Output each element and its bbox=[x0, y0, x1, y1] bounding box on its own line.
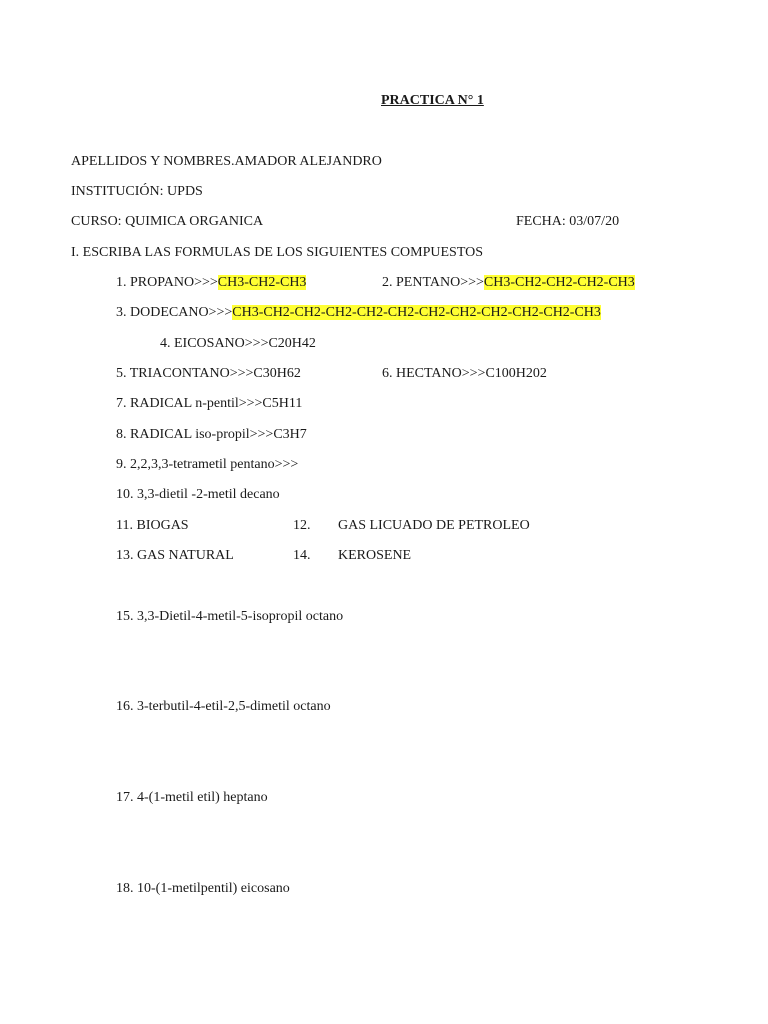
item-1 bbox=[116, 274, 306, 292]
item-14-text: KEROSENE bbox=[338, 548, 412, 563]
item-14-number: 14. bbox=[293, 548, 311, 563]
item-7: 7. RADICAL n-pentil>>>C5H11 bbox=[116, 396, 303, 411]
item-15: 15. 3,3-Dietil-4-metil-5-isopropil octano bbox=[116, 609, 344, 624]
course-line: CURSO: QUIMICA ORGANICA bbox=[71, 214, 264, 229]
item-5: 5. TRIACONTANO>>>C30H62 bbox=[116, 366, 301, 381]
section-heading: I. ESCRIBA LAS FORMULAS DE LOS SIGUIENTES COMPUESTOS bbox=[71, 245, 484, 260]
item-16: 16. 3-terbutil-4-etil-2,5-dimetil octano bbox=[116, 699, 331, 714]
date-line: FECHA: 03/07/20 bbox=[516, 214, 620, 229]
item-10: 10. 3,3-dietil -2-metil decano bbox=[116, 487, 280, 502]
item-17: 17. 4-(1-metil etil) heptano bbox=[116, 790, 268, 805]
institution-line: INSTITUCIÓN: UPDS bbox=[71, 184, 203, 199]
page-title: PRACTICA N° 1 bbox=[381, 93, 484, 108]
item-9: 9. 2,2,3,3-tetrametil pentano>>> bbox=[116, 457, 299, 472]
item-6: 6. HECTANO>>>C100H202 bbox=[382, 366, 547, 381]
item-2-answer: CH3-CH2-CH2-CH2-CH3 bbox=[483, 275, 635, 290]
item-3 bbox=[116, 304, 601, 322]
item-4: 4. EICOSANO>>>C20H42 bbox=[160, 336, 316, 351]
item-3-label: 3. DODECANO>>> bbox=[116, 305, 233, 320]
item-18: 18. 10-(1-metilpentil) eicosano bbox=[116, 881, 290, 896]
item-11: 11. BIOGAS bbox=[116, 518, 189, 533]
item-1-label: 1. PROPANO>>> bbox=[116, 275, 218, 290]
item-2 bbox=[382, 274, 635, 292]
names-line: APELLIDOS Y NOMBRES.AMADOR ALEJANDRO bbox=[71, 154, 382, 169]
item-12-text: GAS LICUADO DE PETROLEO bbox=[338, 518, 530, 533]
item-13: 13. GAS NATURAL bbox=[116, 548, 234, 563]
item-2-label: 2. PENTANO>>> bbox=[382, 275, 484, 290]
item-1-answer: CH3-CH2-CH3 bbox=[217, 275, 307, 290]
item-3-answer: CH3-CH2-CH2-CH2-CH2-CH2-CH2-CH2-CH2-CH2-CH2-CH3 bbox=[232, 305, 601, 320]
item-12-number: 12. bbox=[293, 518, 311, 533]
item-8: 8. RADICAL iso-propil>>>C3H7 bbox=[116, 427, 307, 442]
